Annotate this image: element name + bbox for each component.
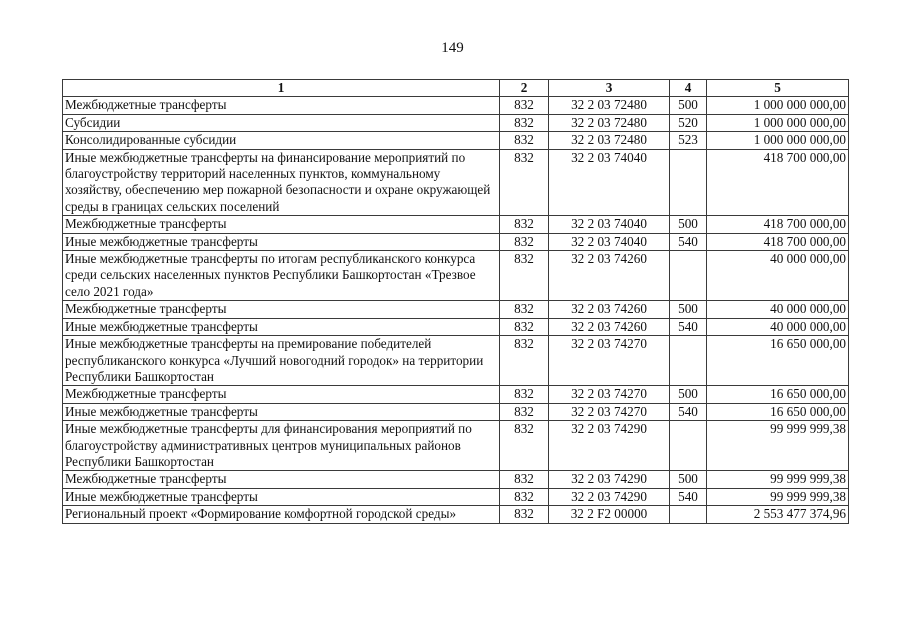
row-sum-cell: 16 650 000,00: [707, 336, 849, 386]
table-row: [63, 471, 849, 488]
page-number: 149: [441, 40, 464, 56]
table-row: [63, 97, 849, 114]
row-type-cell: 500: [670, 301, 707, 318]
row-type-cell: 523: [670, 132, 707, 149]
row-type-cell: 500: [670, 97, 707, 114]
row-type-cell: 540: [670, 403, 707, 420]
row-gr-cell: 832: [500, 471, 549, 488]
row-sum-cell: 99 999 999,38: [707, 421, 849, 471]
row-code-cell: 32 2 03 74290: [549, 471, 670, 488]
table-row: [63, 251, 849, 301]
row-code-cell: 32 2 03 74260: [549, 301, 670, 318]
row-sum-cell: 40 000 000,00: [707, 318, 849, 335]
row-sum-cell: 1 000 000 000,00: [707, 97, 849, 114]
table-row: [63, 421, 849, 471]
header-col-1: 1: [63, 80, 500, 97]
row-code-cell: 32 2 03 74270: [549, 386, 670, 403]
row-code-cell: 32 2 03 74270: [549, 336, 670, 386]
row-code-cell: 32 2 03 74260: [549, 318, 670, 335]
row-name-cell: Иные межбюджетные трансферты по итогам республиканского конкурса среди сельских населенных пунктов Республики Башкортостан «Трезвое село 2021 года»: [63, 251, 500, 301]
header-col-2: 2: [500, 80, 549, 97]
row-code-cell: 32 2 03 74270: [549, 403, 670, 420]
row-sum-cell: 418 700 000,00: [707, 216, 849, 233]
row-gr-cell: 832: [500, 216, 549, 233]
row-type-cell: [670, 336, 707, 386]
table-row: [63, 301, 849, 318]
row-code-cell: 32 2 03 72480: [549, 132, 670, 149]
row-gr-cell: 832: [500, 132, 549, 149]
header-col-5: 5: [707, 80, 849, 97]
row-sum-cell: 16 650 000,00: [707, 386, 849, 403]
row-name-cell: Иные межбюджетные трансферты: [63, 403, 500, 420]
row-code-cell: 32 2 F2 00000: [549, 506, 670, 523]
row-type-cell: [670, 251, 707, 301]
row-sum-cell: 40 000 000,00: [707, 251, 849, 301]
row-sum-cell: 16 650 000,00: [707, 403, 849, 420]
row-sum-cell: 99 999 999,38: [707, 471, 849, 488]
row-type-cell: 540: [670, 318, 707, 335]
row-sum-cell: 99 999 999,38: [707, 488, 849, 505]
row-name-cell: Межбюджетные трансферты: [63, 386, 500, 403]
row-name-cell: Иные межбюджетные трансферты: [63, 233, 500, 250]
row-code-cell: 32 2 03 74040: [549, 216, 670, 233]
table-row: [63, 318, 849, 335]
row-sum-cell: 2 553 477 374,96: [707, 506, 849, 523]
table-row: [63, 336, 849, 386]
table-row: [63, 488, 849, 505]
row-gr-cell: 832: [500, 233, 549, 250]
row-gr-cell: 832: [500, 506, 549, 523]
table-body: [63, 97, 849, 523]
row-gr-cell: 832: [500, 421, 549, 471]
table-row: [63, 506, 849, 523]
row-name-cell: Межбюджетные трансферты: [63, 301, 500, 318]
table-header: [63, 80, 849, 97]
row-code-cell: 32 2 03 72480: [549, 114, 670, 131]
row-name-cell: Межбюджетные трансферты: [63, 216, 500, 233]
row-gr-cell: 832: [500, 301, 549, 318]
row-code-cell: 32 2 03 74260: [549, 251, 670, 301]
row-code-cell: 32 2 03 74290: [549, 421, 670, 471]
row-gr-cell: 832: [500, 488, 549, 505]
row-name-cell: Иные межбюджетные трансферты: [63, 318, 500, 335]
table-row: [63, 149, 849, 216]
row-gr-cell: 832: [500, 251, 549, 301]
row-name-cell: Иные межбюджетные трансферты для финансирования мероприятий по благоустройству административных центров муниципальных районов Республики Башкортостан: [63, 421, 500, 471]
budget-table: [62, 79, 849, 524]
table-row: [63, 233, 849, 250]
row-gr-cell: 832: [500, 386, 549, 403]
row-type-cell: [670, 149, 707, 216]
row-name-cell: Межбюджетные трансферты: [63, 97, 500, 114]
table-row: [63, 386, 849, 403]
row-name-cell: Иные межбюджетные трансферты на премирование победителей республиканского конкурса «Лучший новогодний городок» на территории Республики Башкортостан: [63, 336, 500, 386]
row-gr-cell: 832: [500, 97, 549, 114]
header-col-3: 3: [549, 80, 670, 97]
row-type-cell: 540: [670, 488, 707, 505]
row-type-cell: [670, 506, 707, 523]
row-name-cell: Иные межбюджетные трансферты на финансирование мероприятий по благоустройству территорий населенных пунктов, коммунальному хозяйству, обеспечению мер пожарной безопасности и охране окружающей среды в границах сельских поселений: [63, 149, 500, 216]
row-type-cell: 500: [670, 386, 707, 403]
table-row: [63, 403, 849, 420]
row-code-cell: 32 2 03 74290: [549, 488, 670, 505]
row-gr-cell: 832: [500, 403, 549, 420]
row-type-cell: 500: [670, 216, 707, 233]
row-gr-cell: 832: [500, 114, 549, 131]
row-sum-cell: 1 000 000 000,00: [707, 114, 849, 131]
row-type-cell: 500: [670, 471, 707, 488]
row-gr-cell: 832: [500, 336, 549, 386]
row-sum-cell: 418 700 000,00: [707, 233, 849, 250]
row-name-cell: Иные межбюджетные трансферты: [63, 488, 500, 505]
row-type-cell: 540: [670, 233, 707, 250]
row-sum-cell: 418 700 000,00: [707, 149, 849, 216]
row-gr-cell: 832: [500, 318, 549, 335]
row-code-cell: 32 2 03 74040: [549, 233, 670, 250]
row-type-cell: [670, 421, 707, 471]
row-sum-cell: 1 000 000 000,00: [707, 132, 849, 149]
header-row: [63, 80, 849, 97]
table-row: [63, 216, 849, 233]
row-gr-cell: 832: [500, 149, 549, 216]
row-sum-cell: 40 000 000,00: [707, 301, 849, 318]
row-name-cell: Субсидии: [63, 114, 500, 131]
row-code-cell: 32 2 03 72480: [549, 97, 670, 114]
row-type-cell: 520: [670, 114, 707, 131]
header-col-4: 4: [670, 80, 707, 97]
row-code-cell: 32 2 03 74040: [549, 149, 670, 216]
row-name-cell: Консолидированные субсидии: [63, 132, 500, 149]
row-name-cell: Региональный проект «Формирование комфортной городской среды»: [63, 506, 500, 523]
table-row: [63, 132, 849, 149]
row-name-cell: Межбюджетные трансферты: [63, 471, 500, 488]
table-row: [63, 114, 849, 131]
